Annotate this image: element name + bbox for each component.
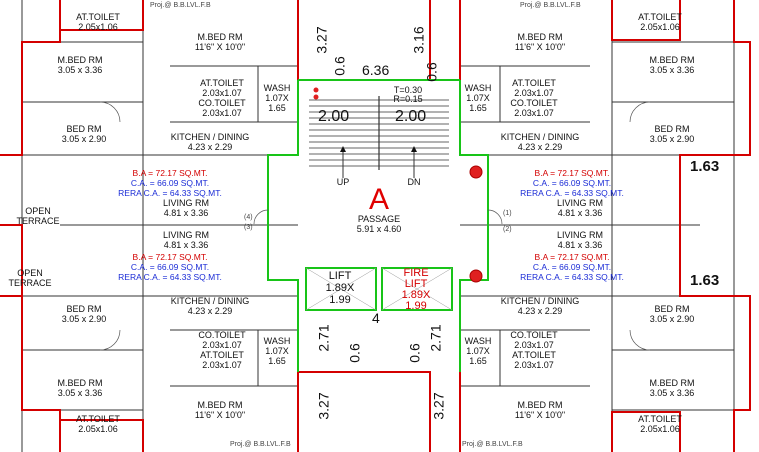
stair-dn-arrow <box>411 146 417 152</box>
dim-right-bot: 1.63 <box>690 272 720 289</box>
bl-kitchen: KITCHEN / DINING 4.23 x 2.29 <box>170 296 250 316</box>
br-at-toilet2: AT.TOILET 2.05x1.06 <box>638 414 682 434</box>
tr-mbed: M.BED RM 3.05 x 3.36 <box>649 55 695 75</box>
proj-note-top-right: Proj.@ B.B.LVL.F.B <box>520 2 581 9</box>
br-wash: WASH 1.07X 1.65 <box>464 336 492 366</box>
proj-note-bot-left: Proj.@ B.B.LVL.F.B <box>230 441 291 448</box>
dim-shaft-top-left: 3.27 <box>313 26 330 54</box>
r-living-bot: LIVING RM 4.81 x 3.36 <box>556 230 604 250</box>
fire-marker-tr <box>470 166 482 178</box>
stair-up-arrow <box>340 146 346 152</box>
dim-shaft-top-right-b: 0.6 <box>423 62 440 82</box>
dim-shaft-top-right: 3.16 <box>410 26 427 54</box>
tl-kitchen: KITCHEN / DINING 4.23 x 2.29 <box>170 132 250 152</box>
tr-at-toilet: AT.TOILET 2.05x1.06 <box>638 12 682 32</box>
dim-lift-span: 4 <box>372 310 380 326</box>
br-kitchen: KITCHEN / DINING 4.23 x 2.29 <box>500 296 580 316</box>
dim-shaft-top-left-b: 0.6 <box>331 56 348 76</box>
bl-bed: BED RM 3.05 x 2.90 <box>61 304 107 324</box>
stair-up: UP <box>336 177 350 187</box>
tr-mbed-top: M.BED RM 11'6" X 10'0" <box>514 32 566 52</box>
tl-bed: BED RM 3.05 x 2.90 <box>61 124 107 144</box>
unit-3: (3) <box>244 224 253 231</box>
fire-lift-dims: 1.89X <box>401 289 431 301</box>
tl-mbed-top: M.BED RM 11'6" X 10'0" <box>194 32 246 52</box>
tr-bed: BED RM 3.05 x 2.90 <box>649 124 695 144</box>
dim-shaft-bot-left-a: 2.71 <box>315 324 332 352</box>
bl-co-toilet: CO.TOILET 2.03x1.07 <box>198 330 246 350</box>
unit-4: (4) <box>244 214 253 221</box>
fire-lift-label <box>402 268 431 312</box>
tr-co-toilet: CO.TOILET 2.03x1.07 <box>510 98 558 118</box>
stair-dn: DN <box>407 177 421 187</box>
tl-wash: WASH 1.07X 1.65 <box>263 83 291 113</box>
lift-dims: 1.89X <box>325 282 355 294</box>
l-open-terrace-top: OPEN TERRACE <box>16 206 60 226</box>
dim-shaft-bot-right-b: 0.6 <box>406 343 423 363</box>
fire-marker-br <box>470 270 482 282</box>
l-living-bot: LIVING RM 4.81 x 3.36 <box>162 230 210 250</box>
lift-dims2: 1.99 <box>329 294 351 306</box>
tr-wash: WASH 1.07X 1.65 <box>464 83 492 113</box>
unit-2: (2) <box>503 226 512 233</box>
tl-mbed: M.BED RM 3.05 x 3.36 <box>57 55 103 75</box>
dim-top-span: 6.36 <box>362 62 390 78</box>
br-at-toilet: AT.TOILET 2.03x1.07 <box>512 350 556 370</box>
lift-label <box>326 270 355 306</box>
fire-lift-name2: LIFT <box>404 278 428 290</box>
passage-name: PASSAGE <box>357 214 401 224</box>
br-co-toilet: CO.TOILET 2.03x1.07 <box>510 330 558 350</box>
bl-wash: WASH 1.07X 1.65 <box>263 336 291 366</box>
passage-label <box>357 214 402 234</box>
marker-dot-1 <box>314 88 319 93</box>
proj-note-bot-right: Proj.@ B.B.LVL.F.B <box>462 441 523 448</box>
bl-at-toilet: AT.TOILET 2.03x1.07 <box>200 350 244 370</box>
tl-at-toilet2: AT.TOILET 2.03x1.07 <box>200 78 244 98</box>
dim-shaft-bot-left-b: 0.6 <box>346 343 363 363</box>
flat-code: A <box>368 183 390 216</box>
stair-tread: T=0.30 <box>393 85 423 95</box>
stair-width-left: 2.00 <box>318 108 350 125</box>
dim-right-top: 1.63 <box>690 158 720 175</box>
unit-1: (1) <box>503 210 512 217</box>
lift-name: LIFT <box>328 270 352 282</box>
br-mbed: M.BED RM 3.05 x 3.36 <box>649 378 695 398</box>
bl-mbed: M.BED RM 3.05 x 3.36 <box>57 378 103 398</box>
fire-lift-dims2: 1.99 <box>405 300 427 312</box>
dim-shaft-bot-left-c: 3.27 <box>315 392 332 420</box>
l-living-top: LIVING RM 4.81 x 3.36 <box>162 198 210 218</box>
r-living-top: LIVING RM 4.81 x 3.36 <box>556 198 604 218</box>
bl-at-toilet2: AT.TOILET 2.05x1.06 <box>76 414 120 434</box>
stair-riser: R=0.15 <box>393 94 423 104</box>
dim-shaft-bot-right-a: 2.71 <box>427 324 444 352</box>
marker-dot-2 <box>314 95 319 100</box>
fire-lift-name: FIRE <box>403 267 429 279</box>
tl-area: B.A = 72.17 SQ.MT. C.A. = 66.09 SQ.MT. RERA C.A. = 64.33 SQ.MT. <box>118 168 222 198</box>
tr-area: B.A = 72.17 SQ.MT. C.A. = 66.09 SQ.MT. RERA C.A. = 64.33 SQ.MT. <box>520 168 624 198</box>
bl-mbed-bot: M.BED RM 11'6" X 10'0" <box>194 400 246 420</box>
proj-note-top-left: Proj.@ B.B.LVL.F.B <box>150 2 211 9</box>
tl-co-toilet: CO.TOILET 2.03x1.07 <box>198 98 246 118</box>
tl-at-toilet: AT.TOILET 2.05x1.06 <box>76 12 120 32</box>
br-bed: BED RM 3.05 x 2.90 <box>649 304 695 324</box>
passage-dims: 5.91 x 4.60 <box>356 224 402 234</box>
br-area: B.A = 72.17 SQ.MT. C.A. = 66.09 SQ.MT. RERA C.A. = 64.33 SQ.MT. <box>520 252 624 282</box>
bl-area: B.A = 72.17 SQ.MT. C.A. = 66.09 SQ.MT. RERA C.A. = 64.33 SQ.MT. <box>118 252 222 282</box>
l-open-terrace-bot: OPEN TERRACE <box>8 268 52 288</box>
stair-width-right: 2.00 <box>395 108 427 125</box>
dim-shaft-bot-right-c: 3.27 <box>430 392 447 420</box>
tr-at-toilet2: AT.TOILET 2.03x1.07 <box>512 78 556 98</box>
br-mbed-bot: M.BED RM 11'6" X 10'0" <box>514 400 566 420</box>
tr-kitchen: KITCHEN / DINING 4.23 x 2.29 <box>500 132 580 152</box>
